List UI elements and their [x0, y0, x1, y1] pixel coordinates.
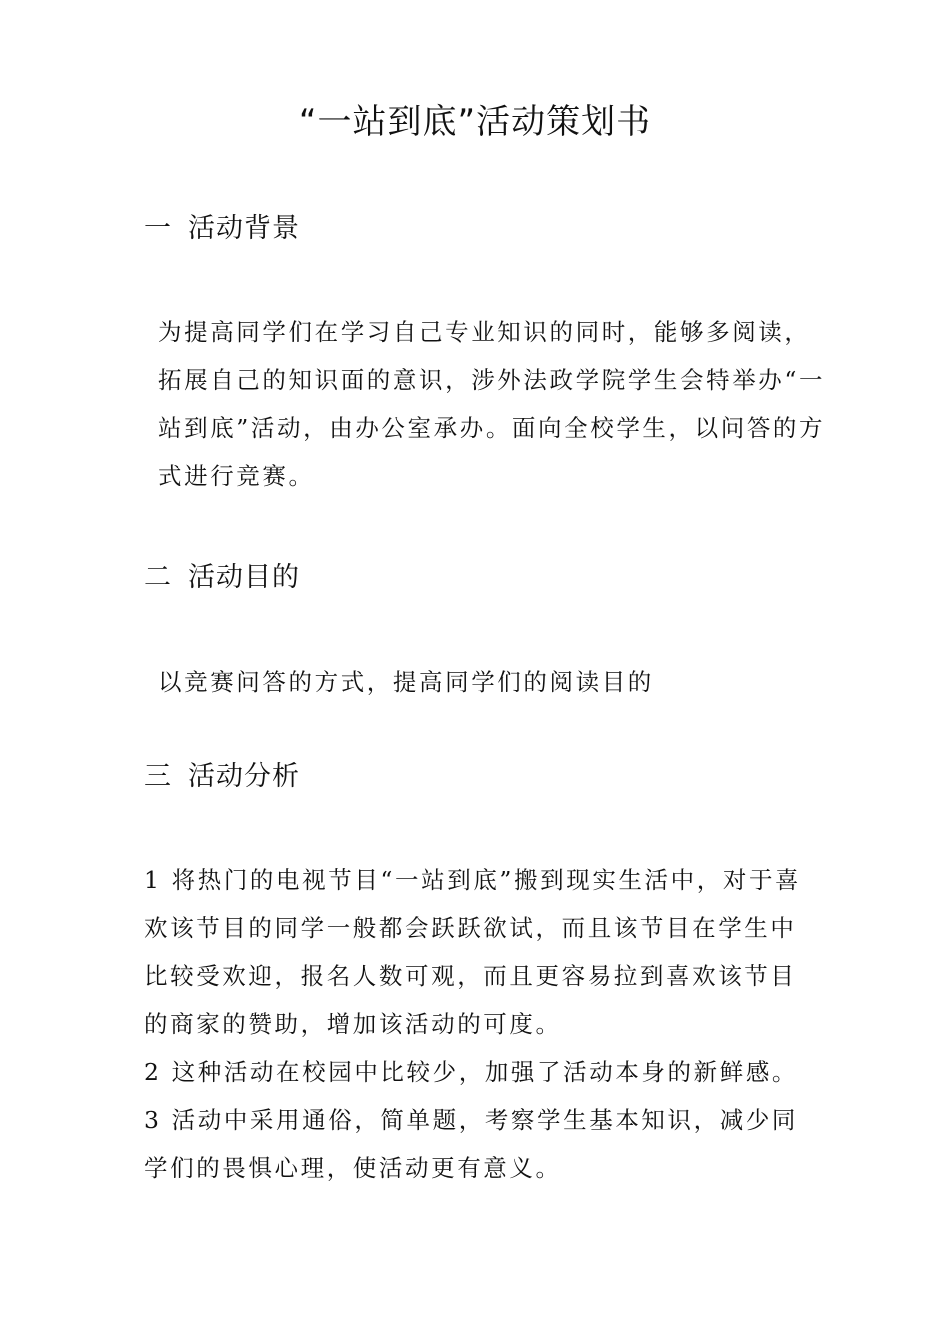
analysis-list: [144, 856, 812, 1192]
background-paragraph: 为提高同学们在学习自己专业知识的同时，能够多阅读，拓展自己的知识面的意识，涉外法政学院学生会特举办“一站到底”活动，由办公室承办。面向全校学生，以问答的方式进行竞赛。: [158, 318, 826, 490]
analysis-item: 1 将热门的电视节目“一站到底”搬到现实生活中，对于喜欢该节目的同学一般都会跃跃欲试，而且该节目在学生中比较受欢迎，报名人数可观，而且更容易拉到喜欢该节目的商家的赞助，增加该活动的可度。: [144, 866, 802, 1038]
analysis-item: 2 这种活动在校园中比较少，加强了活动本身的新鲜感。: [144, 1058, 799, 1086]
section-number: 三: [144, 761, 172, 792]
section-title: 活动背景: [188, 213, 300, 244]
analysis-item: 3 活动中采用通俗，简单题，考察学生基本知识，减少同学们的畏惧心理，使活动更有意义。: [144, 1106, 799, 1182]
document-title: “一站到底”活动策划书: [298, 102, 652, 142]
section-title: 活动目的: [188, 562, 300, 593]
purpose-paragraph: 以竞赛问答的方式，提高同学们的阅读目的: [158, 668, 654, 696]
section-number: 一: [144, 213, 172, 244]
section-heading-analysis: [144, 757, 300, 797]
section-heading-purpose: [144, 558, 300, 598]
section-number: 二: [144, 562, 172, 593]
section-heading-background: [144, 209, 300, 249]
section-title: 活动分析: [188, 761, 300, 792]
